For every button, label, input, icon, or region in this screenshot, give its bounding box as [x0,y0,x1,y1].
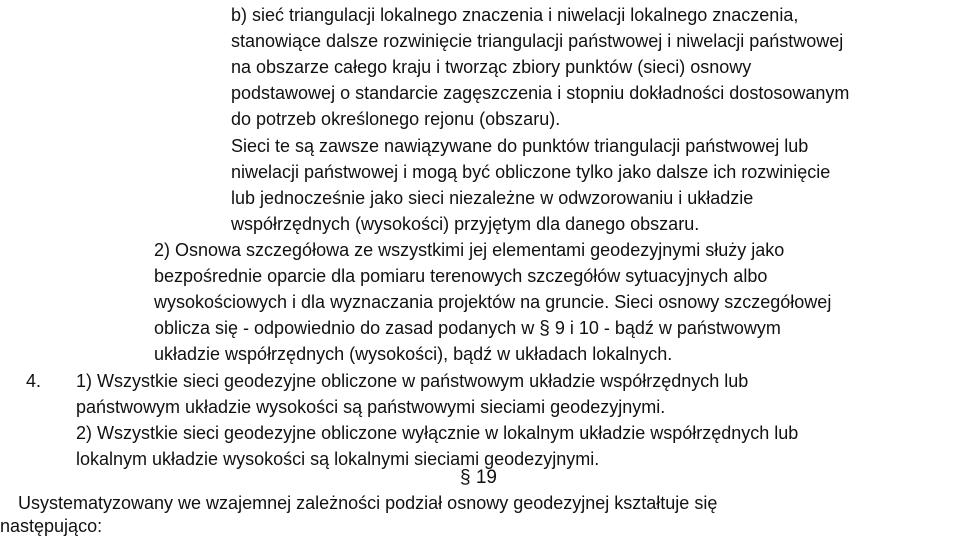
para-2-line-2: bezpośrednie oparcie dla pomiaru terenowych szczegółów sytuacyjnych albo [154,266,768,286]
final-line-2: następująco: [0,516,103,536]
para-b-line-1: b) sieć triangulacji lokalnego znaczenia i niwelacji lokalnego znaczenia, [231,5,799,25]
para-2-line-4 [154,316,781,341]
para-sieci-line-2: niwelacji państwowej i mogą być obliczone tylko jako dalsze ich rozwinięcie [231,162,831,182]
para-2-line-4-before: oblicza się - odpowiednio do zasad podanych w [154,318,540,338]
point-4-number: 4. [26,371,42,391]
section-19-number: 19 [475,467,497,488]
para-2-line-4-after: 9 i 10 - bądź w państwowym [549,318,781,338]
para-sieci-line-3: lub jednocześnie jako sieci niezależne w odwzorowaniu i układzie [231,188,754,208]
para-2-line-1: 2) Osnowa szczegółowa ze wszystkimi jej elementami geodezyjnymi służy jako [154,240,785,260]
point-4-line-2: państwowym układzie wysokości są państwowymi sieciami geodezyjnymi. [76,397,666,417]
para-b-line-4: podstawowej o standarcie zagęszczenia i stopniu dokładności dostosowanym [231,83,850,103]
para-sieci-line-1: Sieci te są zawsze nawiązywane do punktów triangulacji państwowej lub [231,136,809,156]
point-4-line-4: lokalnym układzie wysokości są lokalnymi sieciami geodezyjnymi. [76,449,600,469]
para-b-line-5: do potrzeb określonego rejonu (obszaru). [231,109,561,129]
para-2-line-3: wysokościowych i dla wyznaczania projektów na gruncie. Sieci osnowy szczegółowej [154,292,832,312]
point-4-line-3: 2) Wszystkie sieci geodezyjne obliczone wyłącznie w lokalnym układzie współrzędnych lub [76,423,799,443]
para-b-line-2: stanowiące dalsze rozwinięcie triangulacji państwowej i niwelacji państwowej [231,31,844,51]
section-19-mark: § [460,467,471,488]
section-sign: § [539,318,550,339]
para-sieci-line-4: współrzędnych (wysokości) przyjętym dla danego obszaru. [231,214,700,234]
final-line-1: Usystematyzowany we wzajemnej zależności podział osnowy geodezyjnej kształtuje się [18,493,718,513]
point-4-line-1: 1) Wszystkie sieci geodezyjne obliczone w państwowym układzie współrzędnych lub [76,371,749,391]
para-2-line-5: układzie współrzędnych (wysokości), bądź w układach lokalnych. [154,344,673,364]
section-19-heading [460,466,497,490]
para-b-line-3: na obszarze całego kraju i tworząc zbiory punktów (sieci) osnowy [231,57,752,77]
